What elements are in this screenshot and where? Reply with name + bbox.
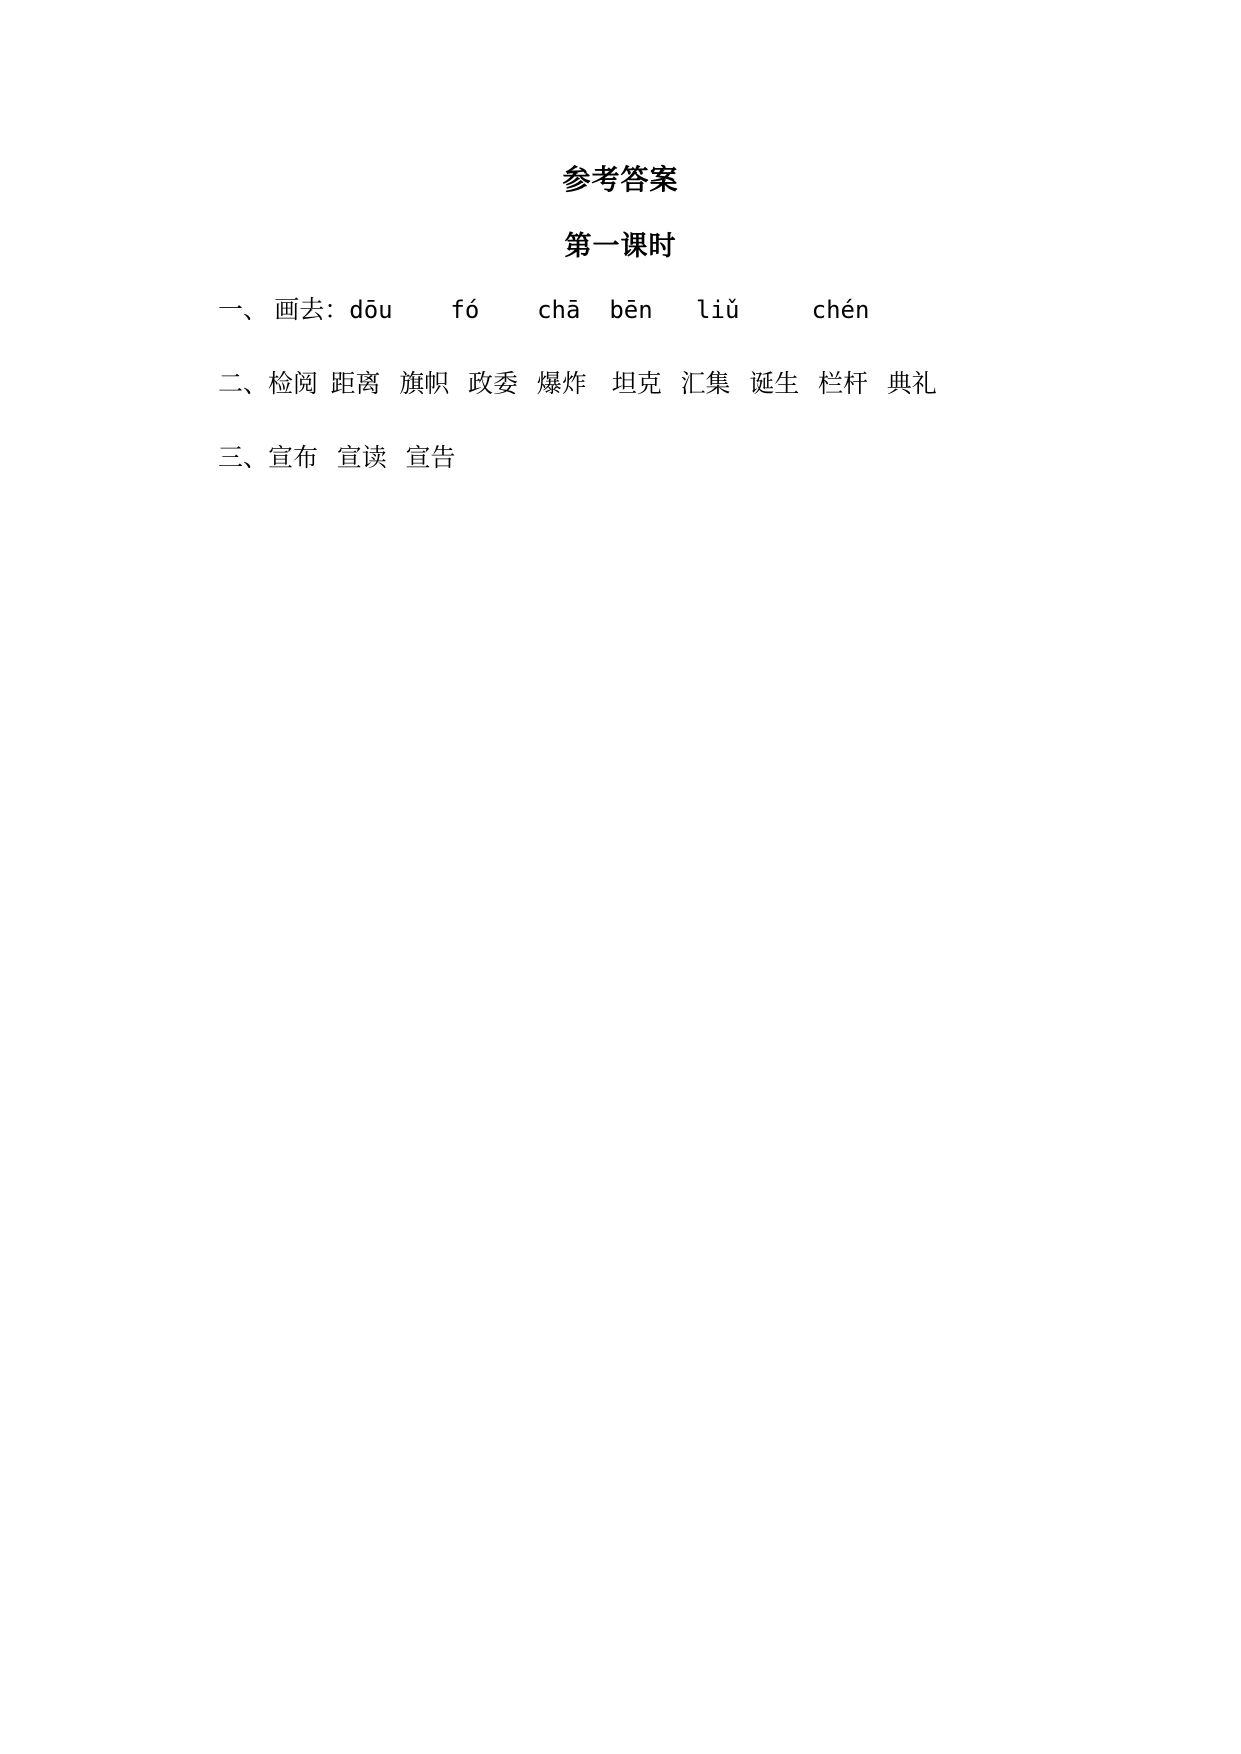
answer-line-3: 三、宣布 宣读 宣告 bbox=[218, 445, 456, 472]
answer-line-1-prefix: 一、 画去： bbox=[218, 297, 350, 324]
answer-line-2: 二、检阅 距离 旗帜 政委 爆炸 坦克 汇集 诞生 栏杆 典礼 bbox=[218, 371, 937, 398]
page-title: 参考答案 bbox=[562, 165, 679, 196]
answer-line-1-pinyin: dōu fó chā bēn liǔ chén bbox=[349, 296, 870, 324]
answer-line-1 bbox=[218, 297, 869, 325]
section-heading: 第一课时 bbox=[564, 231, 677, 261]
